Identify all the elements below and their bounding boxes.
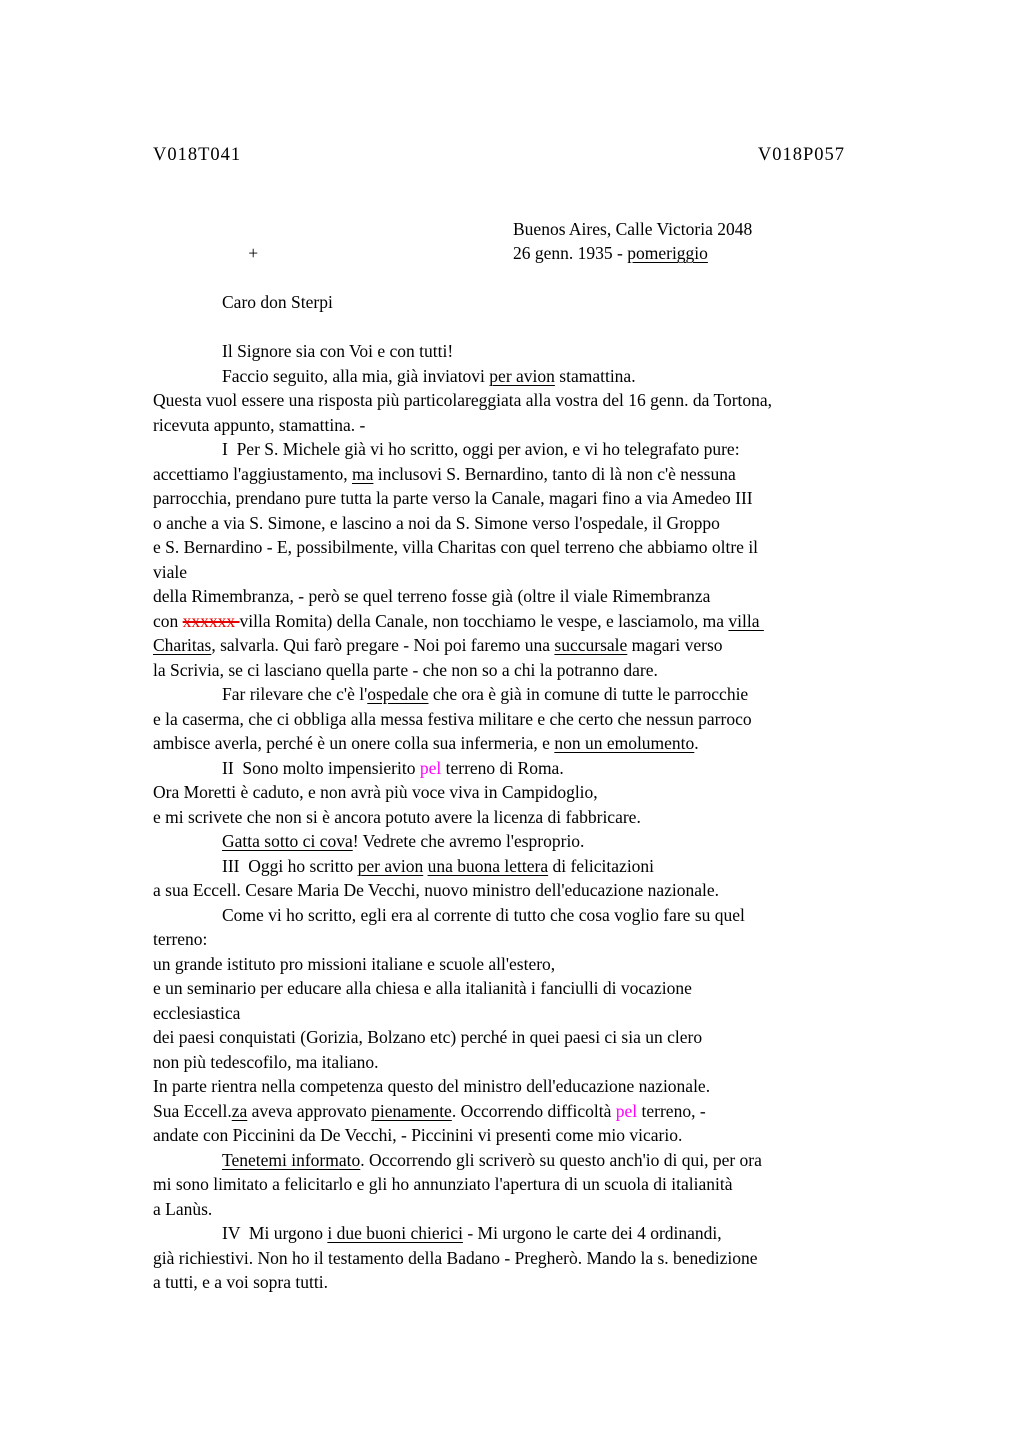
underlined-text: per avion bbox=[489, 365, 555, 386]
letter-line bbox=[153, 878, 913, 903]
text-segment: o anche a via S. Simone, e lascino a noi da S. Simone verso l'ospedale, il Groppo bbox=[153, 512, 720, 533]
underlined-text: villa bbox=[728, 610, 764, 631]
letter-line bbox=[153, 511, 913, 536]
spacer bbox=[153, 266, 913, 291]
letter-line bbox=[153, 584, 913, 609]
text-segment: aveva approvato bbox=[247, 1100, 372, 1121]
magenta-text: pel bbox=[615, 1100, 638, 1121]
text-segment: e mi scrivete che non si è ancora potuto avere la licenza di fabbricare. bbox=[153, 806, 641, 827]
text-segment: In parte rientra nella competenza questo del ministro dell'educazione nazionale. bbox=[153, 1076, 711, 1096]
underlined-text: per avion bbox=[357, 855, 424, 876]
text-segment: inclusovi S. Bernardino, tanto di là non c'è nessuna bbox=[373, 463, 736, 484]
letter-line bbox=[153, 707, 913, 732]
underlined-text: i due buoni chierici bbox=[327, 1223, 463, 1243]
text-segment: Ora Moretti è caduto, e non avrà più voce viva in Campidoglio, bbox=[153, 782, 598, 802]
letter-line bbox=[153, 756, 913, 781]
letter-line bbox=[153, 1221, 913, 1246]
letter-line bbox=[153, 927, 913, 952]
letter-line bbox=[153, 388, 913, 413]
letter-line bbox=[153, 1197, 913, 1222]
letter-line bbox=[153, 854, 913, 879]
letter-line bbox=[153, 535, 913, 560]
underlined-text: za bbox=[231, 1100, 248, 1121]
letter-line bbox=[153, 805, 913, 830]
letter-line bbox=[153, 1246, 913, 1271]
header-code-left: V018T041 bbox=[153, 145, 242, 165]
text-segment: e un seminario per educare alla chiesa e alla italianità i fanciulli di vocazione bbox=[153, 978, 692, 998]
underlined-text: Gatta sotto ci cova bbox=[222, 831, 353, 851]
underlined-text: Charitas bbox=[153, 635, 212, 655]
letter-line bbox=[153, 339, 913, 364]
text-segment: che ora è già in comune di tutte le parrocchie bbox=[428, 684, 749, 704]
text-segment: terreno di Roma. bbox=[441, 757, 564, 778]
text-segment: già richiestivi. Non ho il testamento della Badano - Pregherò. Mando la s. benedizione bbox=[153, 1247, 758, 1268]
text-segment: a tutti, e a voi sopra tutti. bbox=[153, 1272, 328, 1292]
text-segment: e S. Bernardino - E, possibilmente, villa Charitas con quel terreno che abbiamo oltre il bbox=[153, 537, 759, 557]
text-segment: Far rilevare che c'è l' bbox=[222, 684, 368, 704]
letter-line bbox=[153, 633, 913, 658]
letter-line bbox=[153, 1001, 913, 1026]
letter-line bbox=[153, 437, 913, 462]
underlined-text: succursale bbox=[554, 635, 628, 655]
date-prefix: 26 genn. 1935 - bbox=[513, 243, 628, 263]
text-segment: mi sono limitato a felicitarlo e gli ho annunziato l'apertura di un scuola di italianità bbox=[153, 1174, 733, 1194]
text-segment: ecclesiastica bbox=[153, 1002, 241, 1023]
letter-line bbox=[153, 1270, 913, 1295]
date-word-underlined: pomeriggio bbox=[627, 243, 708, 263]
letter-line bbox=[153, 609, 913, 634]
letter-content bbox=[153, 143, 913, 1295]
text-segment: a Lanùs. bbox=[153, 1198, 213, 1219]
letter-line bbox=[153, 1025, 913, 1050]
text-segment: . Occorrendo difficoltà bbox=[451, 1100, 616, 1121]
letter-line bbox=[153, 1148, 913, 1173]
text-segment: e la caserma, che ci obbliga alla messa festiva militare e che certo che nessun parroco bbox=[153, 708, 752, 729]
text-segment: viale bbox=[153, 561, 188, 582]
salutation: Caro don Sterpi bbox=[222, 292, 333, 312]
text-segment: terreno: bbox=[153, 929, 208, 949]
text-segment: II Sono molto impensierito bbox=[222, 757, 420, 778]
spacer bbox=[153, 192, 913, 217]
letter-line bbox=[153, 1172, 913, 1197]
text-segment: Questa vuol essere una risposta più particolareggiata alla vostra del 16 genn. da Tortona, bbox=[153, 390, 773, 410]
text-segment: villa Romita) della Canale, non tocchiamo le vespe, e lasciamolo, ma bbox=[239, 610, 729, 631]
text-segment: dei paesi conquistati (Gorizia, Bolzano etc) perché in quei paesi ci sia un clero bbox=[153, 1027, 703, 1047]
underlined-text: pienamente bbox=[371, 1100, 452, 1121]
letter-line bbox=[153, 682, 913, 707]
cross-mark: + bbox=[248, 243, 259, 263]
text-segment: un grande istituto pro missioni italiane e scuole all'estero, bbox=[153, 953, 556, 974]
letter-line bbox=[153, 1123, 913, 1148]
magenta-text: pel bbox=[419, 757, 442, 778]
text-segment: Come vi ho scritto, egli era al corrente di tutto che cosa voglio fare su quel bbox=[222, 904, 745, 925]
text-segment: stamattina. bbox=[554, 365, 636, 386]
spacer bbox=[153, 315, 913, 340]
header-code-right: V018P057 bbox=[757, 145, 845, 165]
address-line: Buenos Aires, Calle Victoria 2048 bbox=[513, 218, 753, 239]
text-segment: III Oggi ho scritto bbox=[222, 855, 358, 876]
text-segment: della Rimembranza, - però se quel terreno fosse già (oltre il viale Rimembranza bbox=[153, 586, 711, 606]
text-segment: , salvarla. Qui farò pregare - Noi poi faremo una bbox=[211, 635, 555, 655]
underlined-text: una buona lettera bbox=[427, 855, 549, 876]
text-segment: ambisce averla, perché è un onere colla sua infermeria, e bbox=[153, 733, 555, 753]
spacer bbox=[153, 168, 913, 193]
underlined-text: non un emolumento bbox=[554, 733, 695, 753]
text-segment: . bbox=[694, 733, 699, 753]
text-segment: IV Mi urgono bbox=[222, 1223, 328, 1243]
letter-line bbox=[153, 658, 913, 683]
text-segment: non più tedescofilo, ma italiano. bbox=[153, 1051, 379, 1072]
text-segment: ricevuta appunto, stamattina. - bbox=[153, 414, 366, 435]
letter-line bbox=[153, 829, 913, 854]
letter-line bbox=[153, 976, 913, 1001]
text-segment: . Occorrendo gli scriverò su questo anch'io di qui, per ora bbox=[360, 1149, 762, 1170]
underlined-text: ma bbox=[352, 463, 374, 484]
page-header bbox=[153, 143, 845, 168]
underlined-text: ospedale bbox=[367, 684, 429, 704]
text-segment: di felicitazioni bbox=[548, 855, 655, 876]
letter-line bbox=[153, 952, 913, 977]
letter-line bbox=[153, 486, 913, 511]
date-line bbox=[513, 241, 708, 266]
letter-line bbox=[153, 731, 913, 756]
text-segment: la Scrivia, se ci lasciano quella parte - che non so a chi la potranno dare. bbox=[153, 659, 658, 680]
letter-line bbox=[153, 1099, 913, 1124]
text-segment: parrocchia, prendano pure tutta la parte verso la Canale, magari fino a via Amedeo III bbox=[153, 488, 753, 508]
text-segment: - Mi urgono le carte dei 4 ordinandi, bbox=[462, 1223, 722, 1243]
letter-line bbox=[153, 462, 913, 487]
letter-line bbox=[153, 1050, 913, 1075]
text-segment: ! Vedrete che avremo l'esproprio. bbox=[352, 831, 585, 851]
letter-body bbox=[153, 339, 913, 1295]
text-segment: a sua Eccell. Cesare Maria De Vecchi, nuovo ministro dell'educazione nazionale. bbox=[153, 880, 720, 900]
text-segment: I Per S. Michele già vi ho scritto, oggi per avion, e vi ho telegrafato pure: bbox=[222, 439, 740, 459]
red-strikethrough-text: xxxxxx bbox=[182, 610, 240, 631]
text-segment: magari verso bbox=[627, 635, 723, 655]
letter-line bbox=[153, 780, 913, 805]
letterhead-line-2 bbox=[153, 241, 913, 266]
text-segment: con bbox=[153, 610, 183, 631]
letter-line bbox=[153, 1074, 913, 1099]
text-segment: terreno, - bbox=[637, 1100, 706, 1121]
letter-line bbox=[153, 364, 913, 389]
underlined-text: Tenetemi informato bbox=[222, 1149, 361, 1170]
text-segment: Faccio seguito, alla mia, già inviatovi bbox=[222, 365, 490, 386]
letter-line bbox=[153, 560, 913, 585]
letter-line bbox=[153, 903, 913, 928]
text-segment: Il Signore sia con Voi e con tutti! bbox=[222, 341, 454, 361]
text-segment: Sua Eccell. bbox=[153, 1100, 232, 1121]
text-segment: accettiamo l'aggiustamento, bbox=[153, 463, 352, 484]
text-segment: andate con Piccinini da De Vecchi, - Piccinini vi presenti come mio vicario. bbox=[153, 1125, 683, 1145]
letter-line bbox=[153, 413, 913, 438]
